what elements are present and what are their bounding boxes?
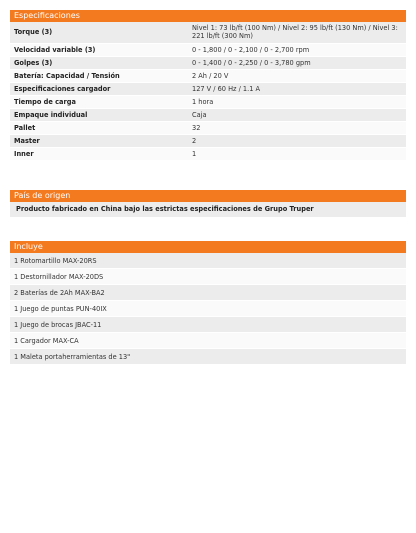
spec-row <box>10 95 406 108</box>
origin-header: País de origen <box>10 190 406 202</box>
list-item <box>10 317 406 333</box>
spec-label: Torque (3) <box>10 22 188 43</box>
spec-row <box>10 69 406 82</box>
includes-section <box>10 241 406 365</box>
spec-value: 0 - 1,800 / 0 - 2,100 / 0 - 2,700 rpm <box>188 43 406 56</box>
spec-label: Velocidad variable (3) <box>10 43 188 56</box>
spec-label: Tiempo de carga <box>10 95 188 108</box>
include-item: 1 Juego de brocas JBAC-11 <box>10 317 406 333</box>
list-item <box>10 333 406 349</box>
include-item: 2 Baterías de 2Ah MAX-BA2 <box>10 285 406 301</box>
spec-value: 1 hora <box>188 95 406 108</box>
spec-value: Caja <box>188 108 406 121</box>
include-item: 1 Juego de puntas PUN-40IX <box>10 301 406 317</box>
list-item <box>10 285 406 301</box>
list-item <box>10 301 406 317</box>
list-item <box>10 269 406 285</box>
origin-text: Producto fabricado en China bajo las estrictas especificaciones de Grupo Truper <box>10 202 406 217</box>
spec-value: 0 - 1,400 / 0 - 2,250 / 0 - 3,780 gpm <box>188 56 406 69</box>
list-item <box>10 349 406 365</box>
spec-label: Empaque individual <box>10 108 188 121</box>
spec-label: Master <box>10 134 188 147</box>
spec-value: 2 <box>188 134 406 147</box>
spec-row <box>10 22 406 43</box>
spec-value: 32 <box>188 121 406 134</box>
include-item: 1 Maleta portaherramientas de 13" <box>10 349 406 365</box>
spec-label: Golpes (3) <box>10 56 188 69</box>
spec-value: 2 Ah / 20 V <box>188 69 406 82</box>
list-item <box>10 253 406 269</box>
origin-section <box>10 190 406 217</box>
spec-value: 127 V / 60 Hz / 1.1 A <box>188 82 406 95</box>
specs-table <box>10 22 406 161</box>
spec-label: Pallet <box>10 121 188 134</box>
spec-row <box>10 134 406 147</box>
spec-row <box>10 56 406 69</box>
include-item: 1 Rotomartillo MAX-20RS <box>10 253 406 269</box>
include-item: 1 Cargador MAX-CA <box>10 333 406 349</box>
spec-value: 1 <box>188 147 406 160</box>
specs-section <box>10 10 406 161</box>
spec-row <box>10 82 406 95</box>
spec-label: Batería: Capacidad / Tensión <box>10 69 188 82</box>
specs-header: Especificaciones <box>10 10 406 22</box>
spec-label: Inner <box>10 147 188 160</box>
spec-value: Nivel 1: 73 lb/ft (100 Nm) / Nivel 2: 95 lb/ft (130 Nm) / Nivel 3: 221 lb/ft (300 Nm) <box>188 22 406 43</box>
spec-row <box>10 147 406 160</box>
spec-row <box>10 121 406 134</box>
spec-row <box>10 43 406 56</box>
spec-label: Especificaciones cargador <box>10 82 188 95</box>
includes-list <box>10 253 406 365</box>
includes-header: Incluye <box>10 241 406 253</box>
spec-row <box>10 108 406 121</box>
include-item: 1 Destornillador MAX-20DS <box>10 269 406 285</box>
